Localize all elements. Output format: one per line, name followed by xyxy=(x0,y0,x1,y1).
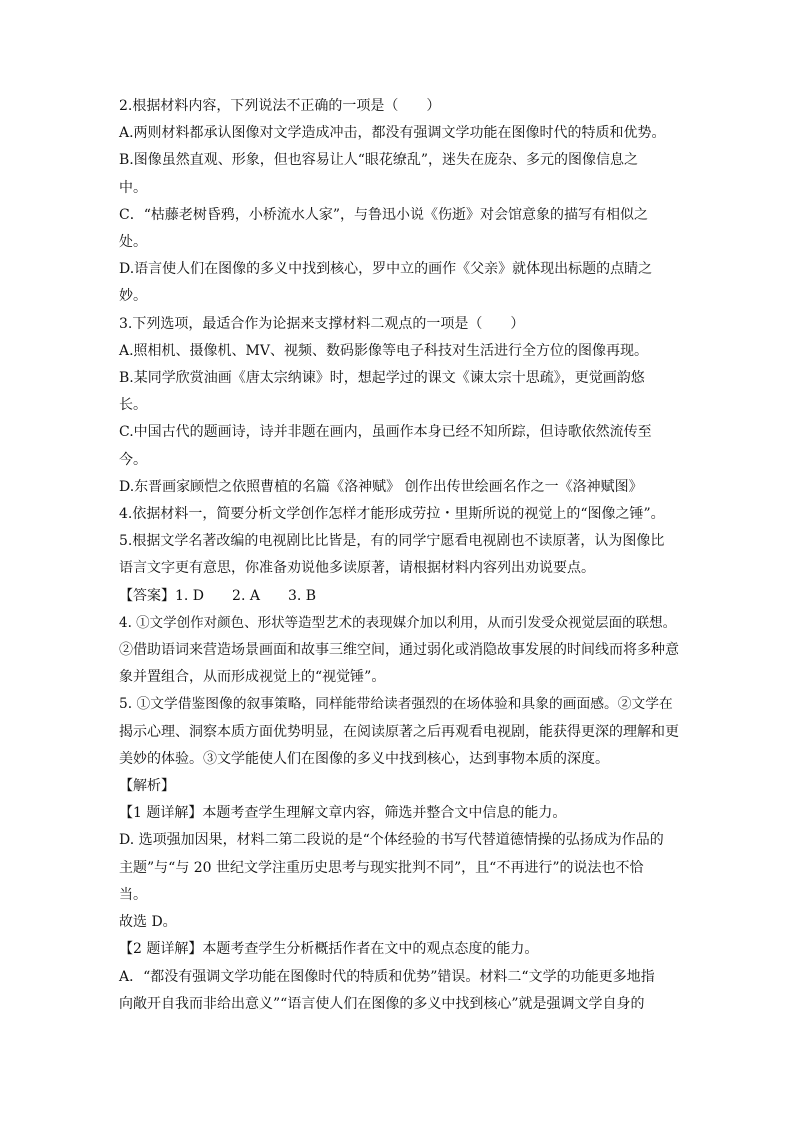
question-3-option-d: D.东晋画家顾恺之依照曹植的名篇《洛神赋》 创作出传世绘画名作之一《洛神赋图》 xyxy=(119,478,643,495)
analysis-heading: 【解析】 xyxy=(119,778,175,795)
analysis-1-conclusion: 故选 D。 xyxy=(119,914,177,931)
question-5-stem: 5.根据文学名著改编的电视剧比比皆是，有的同学宁愿看电视剧也不读原著，认为图像比 xyxy=(119,533,665,550)
question-2-stem: 2.根据材料内容，下列说法不正确的一项是（ ） xyxy=(119,98,441,114)
document-body xyxy=(119,93,679,1018)
question-2-option-a: A.两则材料都承认图像对文学造成冲击，都没有强调文学功能在图像时代的特质和优势。 xyxy=(119,125,666,142)
question-3-option-c-continued: 今。 xyxy=(119,451,147,468)
question-3-option-a: A.照相机、摄像机、MV、视频、数码影像等电子科技对生活进行全方位的图像再现。 xyxy=(119,342,649,359)
analysis-2-line-2: 向敞开自我而非给出意义”“语言使人们在图像的多义中找到核心”就是强调文学自身的 xyxy=(119,995,645,1012)
answer-5-line-3: 美妙的体验。③文学能使人们在图像的多义中找到核心，达到事物本质的深度。 xyxy=(119,750,609,767)
analysis-2-heading: 【2 题详解】本题考查学生分析概括作者在文中的观点态度的能力。 xyxy=(119,941,539,958)
question-2-option-d: D.语言使人们在图像的多义中找到核心，罗中立的画作《父亲》就体现出标题的点睛之 xyxy=(119,261,653,278)
answer-4-line-3: 象并置组合，从而形成视觉上的“视觉锤”。 xyxy=(119,669,386,686)
question-3-stem: 3.下列选项，最适合作为论据来支撑材料二观点的一项是（ ） xyxy=(119,315,525,332)
analysis-1-line-2: 主题”与“与 20 世纪文学注重历史思考与现实批判不同”，且“不再进行”的说法也不恰 xyxy=(119,859,644,876)
analysis-2-line-1: A．“都没有强调文学功能在图像时代的特质和优势”错误。材料二“文学的功能更多地指 xyxy=(119,968,655,985)
question-2-option-b: B.图像虽然直观、形象，但也容易让人“眼花缭乱”，迷失在庞杂、多元的图像信息之 xyxy=(119,152,639,169)
analysis-1-line-3: 当。 xyxy=(119,886,147,903)
answer-4-line-2: ②借助语词来营造场景画面和故事三维空间，通过弱化或消隐故事发展的时间线而将多种意 xyxy=(119,642,679,659)
question-2-option-d-continued: 妙。 xyxy=(119,288,147,305)
question-3-option-b-continued: 长。 xyxy=(119,397,147,414)
answer-4-line-1: 4. ①文学创作对颜色、形状等造型艺术的表现媒介加以利用，从而引发受众视觉层面的联想。 xyxy=(119,614,677,631)
question-3-option-b: B.某同学欣赏油画《唐太宗纳谏》时，想起学过的课文《谏太宗十思疏》，更觉画韵悠 xyxy=(119,370,645,387)
question-4-stem: 4.依据材料一，简要分析文学创作怎样才能形成劳拉・里斯所说的视觉上的“图像之锤”。 xyxy=(119,506,665,523)
question-2-option-c: C．“枯藤老树昏鸦，小桥流水人家”，与鲁迅小说《伤逝》对会馆意象的描写有相似之 xyxy=(119,206,649,223)
answer-5-line-1: 5. ①文学借鉴图像的叙事策略，同样能带给读者强烈的在场体验和具象的画面感。②文学在 xyxy=(119,696,673,713)
answer-heading: 【答案】1. D 2. A 3. B xyxy=(119,587,317,604)
answer-5-line-2: 揭示心理、洞察本质方面优势明显，在阅读原著之后再观看电视剧，能获得更深的理解和更 xyxy=(119,723,679,740)
analysis-1-line-1: D. 选项强加因果，材料二第二段说的是“个体经验的书写代替道德情操的弘扬成为作品的 xyxy=(119,832,664,849)
question-3-option-c: C.中国古代的题画诗，诗并非题在画内，虽画作本身已经不知所踪，但诗歌依然流传至 xyxy=(119,424,652,441)
question-2-option-b-continued: 中。 xyxy=(119,179,147,196)
question-5-stem-continued: 语言文字更有意思，你准备劝说他多读原著，请根据材料内容列出劝说要点。 xyxy=(119,560,595,577)
question-2-option-c-continued: 处。 xyxy=(119,234,147,251)
analysis-1-heading: 【1 题详解】本题考查学生理解文章内容，筛选并整合文中信息的能力。 xyxy=(119,805,567,822)
